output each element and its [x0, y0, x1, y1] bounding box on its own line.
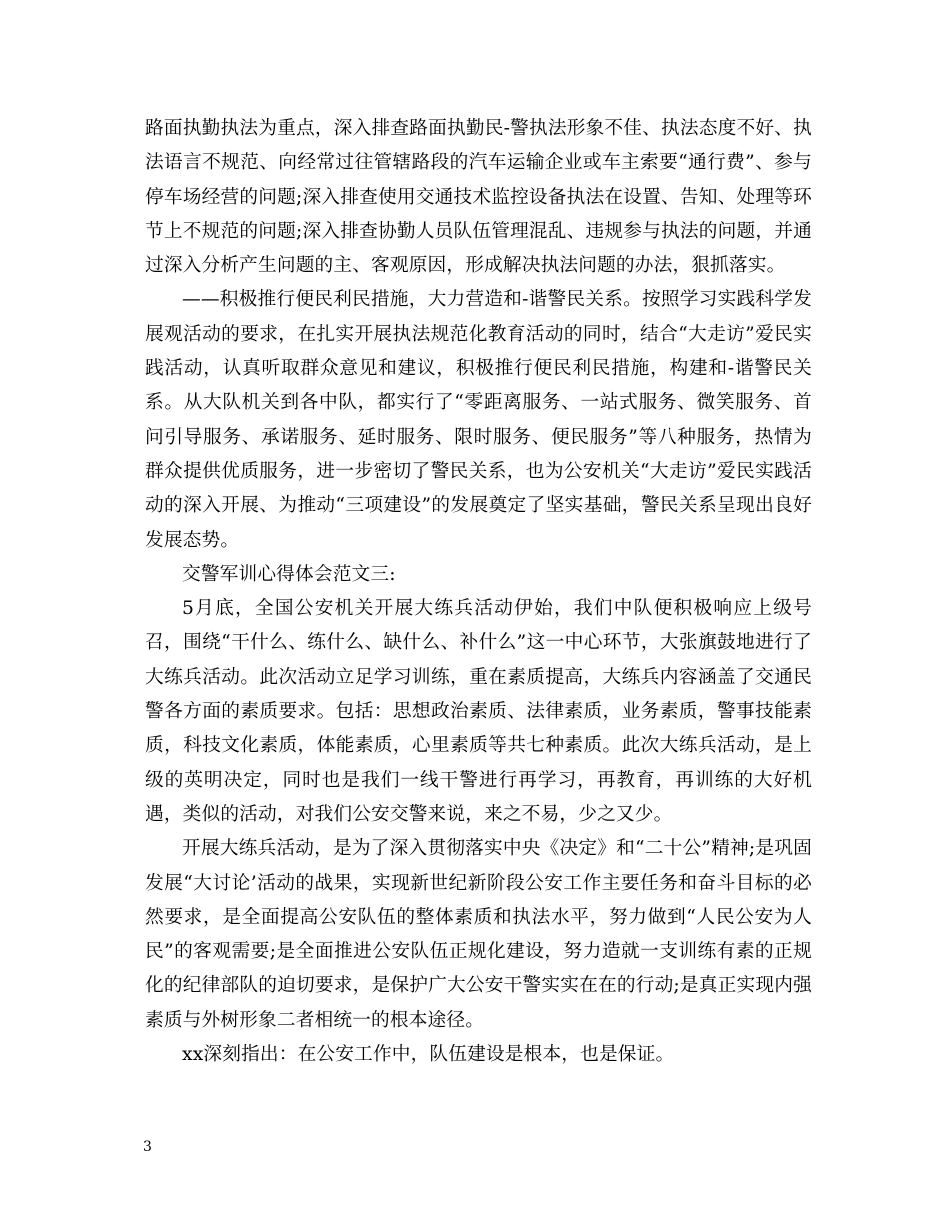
paragraph-5: xx深刻指出：在公安工作中，队伍建设是根本，也是保证。 [182, 1044, 675, 1066]
paragraph-1: 路面执勤执法为重点，深入排查路面执勤民-警执法形象不佳、执法态度不好、执法语言不规范、向经常过往管辖路段的汽车运输企业或车主索要“通行费”、参与停车场经营的问题;深入排查使用交通技术监控设备执法在设置、告知、处理等环节上不规范的问题;深入排查协勤人员队伍管理混乱、违规参与执法的问题，并通过深入分析产生问题的主、客观原因，形成解决执法问题的办法，狠抓落实。 [145, 118, 812, 277]
page-number: 3 [143, 1139, 152, 1155]
paragraph-2: ——积极推行便民利民措施，大力营造和-谐警民关系。按照学习实践科学发展观活动的要求，在扎实开展执法规范化教育活动的同时，结合“大走访”爱民实践活动，认真听取群众意见和建议，积极推行便民利民措施，构建和-谐警民关系。从大队机关到各中队，都实行了“零距离服务、一站式服务、微笑服务、首问引导服务、承诺服务、延时服务、限时服务、便民服务”等八种服务，热情为群众提供优质服务，进一步密切了警民关系，也为公安机关“大走访”爱民实践活动的深入开展、为推动“三项建设”的发展奠定了坚实基础，警民关系呈现出良好发展态势。 [145, 289, 812, 551]
paragraph-3: 5月底，全国公安机关开展大练兵活动伊始，我们中队便积极响应上级号召，围绕“干什么、练什么、缺什么、补什么”这一中心环节，大张旗鼓地进行了大练兵活动。此次活动立足学习训练，重在素质提高，大练兵内容涵盖了交通民警各方面的素质要求。包括：思想政治素质、法律素质，业务素质，警事技能素质，科技文化素质，体能素质，心里素质等共七种素质。此次大练兵活动，是上级的英明决定，同时也是我们一线干警进行再学习，再教育，再训练的大好机遇，类似的活动，对我们公安交警来说，来之不易，少之又少。 [145, 598, 812, 825]
paragraph-4: 开展大练兵活动，是为了深入贯彻落实中央《决定》和“二十公”精神;是巩固发展“大讨论’活动的战果，实现新世纪新阶段公安工作主要任务和奋斗目标的必然要求，是全面提高公安队伍的整体素质和执法水平，努力做到“人民公安为人民”的客观需要;是全面推进公安队伍正规化建设，努力造就一支训练有素的正规化的纪律部队的迫切要求，是保护广大公安干警实实在在的行动;是真正实现内强素质与外树形象二者相统一的根本途径。 [145, 838, 812, 1031]
section-heading: 交警军训心得体会范文三: [182, 563, 396, 585]
document-body [145, 112, 812, 1072]
